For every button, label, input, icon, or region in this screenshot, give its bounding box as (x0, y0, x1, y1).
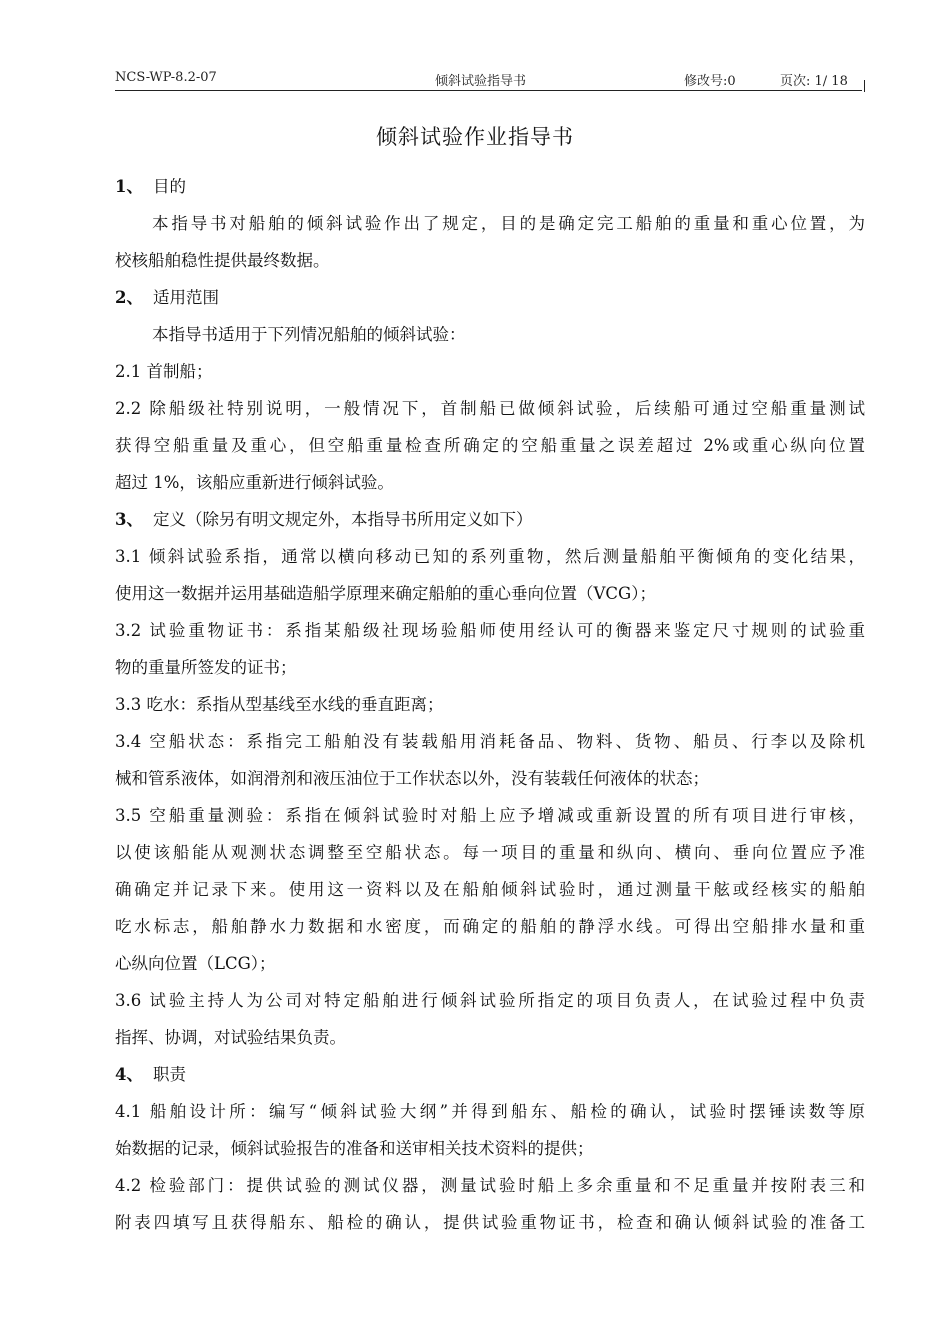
list-item-2-1: 2.1 首制船； (115, 362, 213, 381)
header-end-mark (864, 80, 865, 92)
paragraph-line: 械和管系液体，如润滑剂和液压油位于工作状态以外，没有装载任何液体的状态； (115, 769, 709, 788)
paragraph-line: 校核船舶稳性提供最终数据。 (115, 251, 330, 270)
paragraph-line: 附表四填写且获得船东、船检的确认，提供试验重物证书，检查和确认倾斜试验的准备工 (115, 1213, 865, 1232)
list-item-3-1: 3.1 倾斜试验系指，通常以横向移动已知的系列重物，然后测量船舶平衡倾角的变化结果， (115, 547, 865, 566)
revision-number: 修改号:0 (684, 74, 736, 89)
paragraph-line: 以使该船能从观测状态调整至空船状态。每一项目的重量和纵向、横向、垂向位置应予准 (115, 843, 865, 862)
section-heading-definitions (115, 501, 865, 538)
section-title: 定义（除另有明文规定外，本指导书所用定义如下） (153, 510, 533, 529)
list-item-3-6: 3.6 试验主持人为公司对特定船舶进行倾斜试验所指定的项目负责人，在试验过程中负责 (115, 991, 865, 1010)
section-title: 适用范围 (153, 288, 219, 307)
paragraph-line: 物的重量所签发的证书； (115, 658, 297, 677)
paragraph-line: 指挥、协调，对试验结果负责。 (115, 1028, 346, 1047)
section-heading-responsibilities (115, 1056, 865, 1093)
page-header (115, 68, 862, 91)
section-title: 目的 (153, 177, 186, 196)
section-title: 职责 (153, 1065, 186, 1084)
list-item-3-4: 3.4 空船状态：系指完工船舶没有装载船用消耗备品、物料、货物、船员、行李以及除机 (115, 732, 865, 751)
list-item-4-2: 4.2 检验部门：提供试验的测试仪器，测量试验时船上多余重量和不足重量并按附表三和 (115, 1176, 865, 1195)
list-item-3-3: 3.3 吃水：系指从型基线至水线的垂直距离； (115, 695, 444, 714)
paragraph-line: 本指导书对船舶的倾斜试验作出了规定，目的是确定完工船舶的重量和重心位置，为 (152, 214, 865, 233)
list-item-2-2: 2.2 除船级社特别说明，一般情况下，首制船已做倾斜试验，后续船可通过空船重量测试 (115, 399, 865, 418)
section-number: 2、 (115, 288, 143, 307)
paragraph-line: 心纵向位置（LCG）； (115, 954, 276, 973)
document-code: NCS-WP-8.2-07 (115, 70, 217, 85)
paragraph-line: 确确定并记录下来。使用这一资料以及在船舶倾斜试验时，通过测量干舷或经核实的船舶 (115, 880, 865, 899)
document-body (115, 168, 865, 1241)
list-item-4-1: 4.1 船舶设计所：编写“倾斜试验大纲”并得到船东、船检的确认，试验时摆锤读数等原 (115, 1102, 865, 1121)
list-item-3-5: 3.5 空船重量测验：系指在倾斜试验时对船上应予增减或重新设置的所有项目进行审核， (115, 806, 865, 825)
paragraph-line: 本指导书适用于下列情况船舶的倾斜试验： (152, 325, 466, 344)
document-title: 倾斜试验作业指导书 (376, 125, 574, 149)
section-number: 4、 (115, 1065, 143, 1084)
section-heading-purpose (115, 168, 865, 205)
section-number: 3、 (115, 510, 143, 529)
paragraph-line: 使用这一数据并运用基础造船学原理来确定船舶的重心垂向位置（VCG）； (115, 584, 656, 603)
page-number: 页次: 1/ 18 (780, 74, 848, 89)
paragraph-line: 始数据的记录，倾斜试验报告的准备和送审相关技术资料的提供； (115, 1139, 594, 1158)
paragraph-line: 超过 1%，该船应重新进行倾斜试验。 (115, 473, 394, 492)
header-title: 倾斜试验指导书 (435, 74, 527, 89)
paragraph-line: 吃水标志，船舶静水力数据和水密度，而确定的船舶的静浮水线。可得出空船排水量和重 (115, 917, 865, 936)
list-item-3-2: 3.2 试验重物证书：系指某船级社现场验船师使用经认可的衡器来鉴定尺寸规则的试验重 (115, 621, 865, 640)
section-number: 1、 (115, 177, 143, 196)
paragraph-line: 获得空船重量及重心，但空船重量检查所确定的空船重量之误差超过 2%或重心纵向位置 (115, 436, 865, 455)
section-heading-scope (115, 279, 865, 316)
